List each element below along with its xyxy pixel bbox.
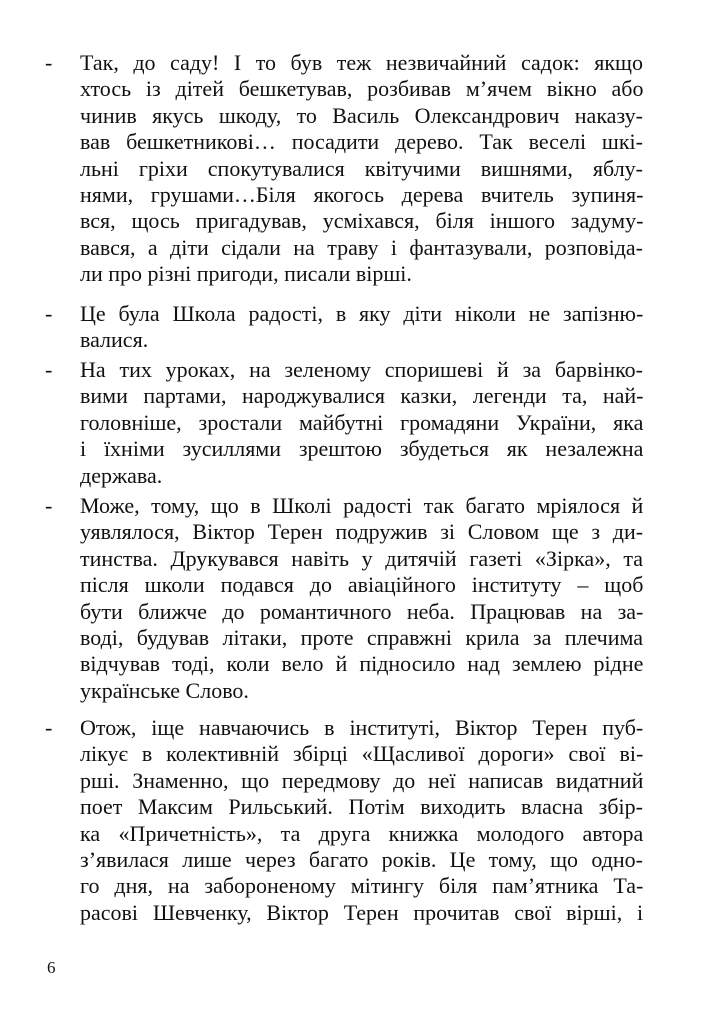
- text-line: після школи подався до авіаційного інституту – щоб: [80, 572, 644, 598]
- text-line: ка «Причетність», та друга книжка молодого автора: [80, 820, 644, 846]
- text-line: вав бешкетникові… посадити дерево. Так веселі шкі-: [80, 129, 643, 155]
- text-line: держава.: [80, 462, 163, 488]
- text-line: нями, грушами…Біля якогось дерева вчитель зупиня-: [80, 182, 644, 207]
- text-line: поет Максим Рильський. Потім виходить власна збір-: [80, 794, 643, 820]
- text-line: льні гріхи спокутувалися квітучими вишнями, яблу-: [80, 155, 643, 181]
- text-line: вся, щось пригадував, усміхався, біля іншого задуму-: [80, 208, 644, 234]
- text-line: хтось із дітей бешкетував, розбивав м’ячем вікно або: [80, 76, 644, 102]
- text-line: вався, а діти сідали на траву і фантазували, розповіда-: [80, 234, 643, 260]
- text-line: Це була Школа радості, в яку діти ніколи не запізню-: [80, 301, 644, 326]
- list-marker: -: [45, 493, 53, 518]
- text-line: і їхніми зусиллями зрештою збудеться як незалежна: [80, 436, 644, 462]
- text-line: тинства. Друкувався навіть у дитячій газеті «Зірка», та: [80, 545, 643, 571]
- text-line: чинив якусь шкоду, то Василь Олександрович наказу-: [80, 102, 643, 128]
- text-line: Може, тому, що в Школі радості так багато мріялося й: [80, 493, 644, 518]
- list-marker: -: [45, 301, 53, 326]
- text-line: з’явилася лише через багато років. Це тому, що одно-: [80, 847, 643, 872]
- text-line: валися.: [80, 327, 149, 353]
- text-line: уявлялося, Віктор Терен подружив зі Словом ще з ди-: [80, 519, 644, 545]
- text-line: вими партами, народжувалися казки, легенди та, най-: [80, 383, 644, 409]
- text-line: лікує в колективній збірці «Щасливої дороги» свої ві-: [80, 741, 644, 767]
- text-line: відчував тоді, коли вело й підносило над землею рідне: [80, 651, 644, 677]
- text-line: ли про різні пригоди, писали вірші.: [80, 261, 412, 287]
- text-line: воді, будував літаки, проте справжні крила за плечима: [80, 625, 644, 650]
- text-line: Отож, іще навчаючись в інституті, Віктор Терен пуб-: [80, 715, 644, 740]
- text-line: го дня, на забороненому мітингу біля пам’ятника Та-: [80, 873, 644, 899]
- list-marker: -: [45, 50, 53, 75]
- text-line: українське Слово.: [80, 677, 249, 703]
- text-line: бути ближче до романтичного неба. Працював на за-: [80, 598, 644, 624]
- text-line: расові Шевченку, Віктор Терен прочитав свої вірші, і: [80, 899, 644, 925]
- text-line: На тих уроках, на зеленому споришеві й за барвінко-: [80, 357, 643, 382]
- list-marker: -: [45, 357, 53, 382]
- list-marker: -: [45, 715, 53, 740]
- page-number: 6: [47, 958, 56, 977]
- text-line: Так, до саду! І то був теж незвичайний садок: якщо: [80, 50, 643, 75]
- text-line: рші. Знаменно, що передмову до неї написав видатний: [80, 767, 644, 793]
- text-line: головніше, зростали майбутні громадяни України, яка: [80, 409, 644, 435]
